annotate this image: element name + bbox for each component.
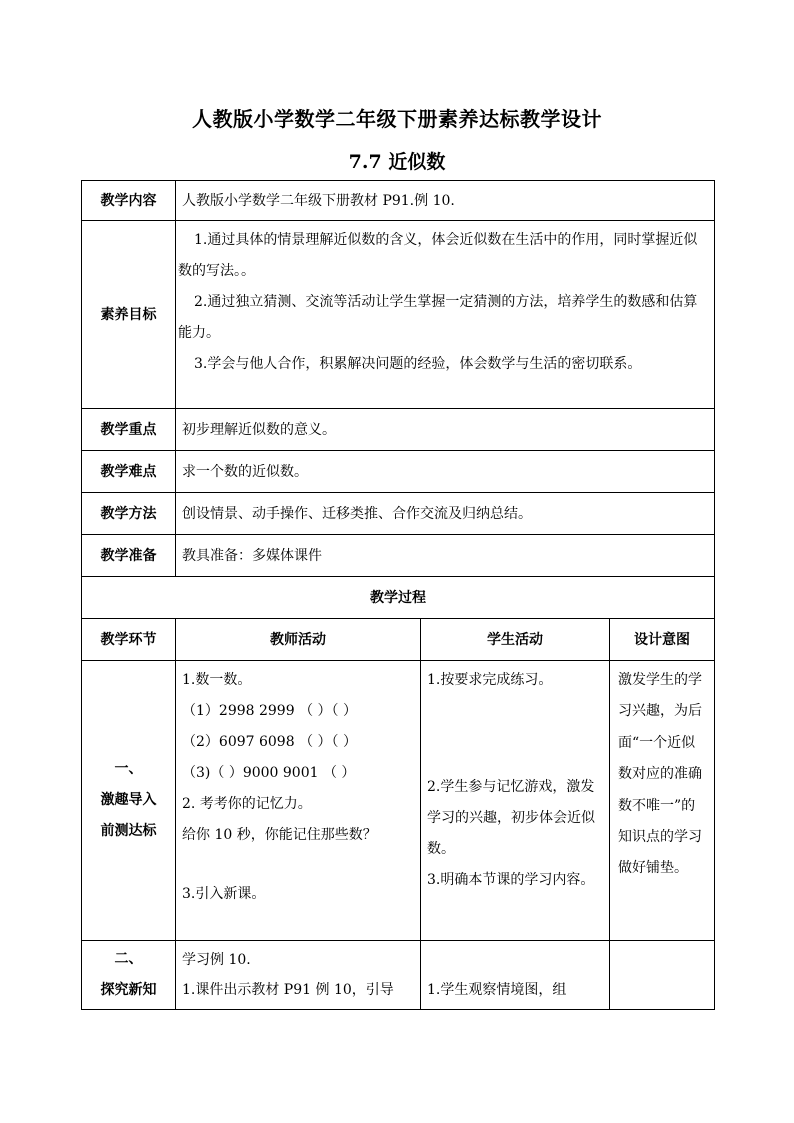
column-stage: 教学环节: [82, 619, 176, 661]
teacher-line: 2. 考考你的记忆力。: [182, 796, 312, 812]
stage-1-student: [421, 661, 610, 941]
goal-item-3: 3.学会与他人合作，积累解决问题的经验，体会数学与生活的密切联系。: [194, 356, 642, 372]
teacher-line: （2）6097 6098 （ ）（ ）: [182, 734, 357, 750]
row-method: [82, 493, 715, 535]
document-title: 人教版小学数学二年级下册素养达标教学设计: [192, 107, 602, 131]
label-goals: 素养目标: [82, 221, 176, 409]
stage-1-teacher: [176, 661, 421, 941]
lesson-subtitle: 7.7 近似数: [348, 151, 446, 173]
stage-1-number: 一、: [114, 761, 143, 777]
student-line: 2.学生参与记忆游戏，激发学习的兴趣，初步体会近似数。: [427, 779, 595, 857]
stage-1-name: [82, 661, 176, 941]
student-line: 1.按要求完成练习。: [427, 672, 553, 688]
label-key-point: 教学重点: [82, 409, 176, 451]
row-key-point: [82, 409, 715, 451]
stage-2-name: [82, 941, 176, 1010]
stage-2-teacher: [176, 941, 421, 1010]
label-difficulty: 教学难点: [82, 451, 176, 493]
label-method: 教学方法: [82, 493, 176, 535]
column-student: 学生活动: [421, 619, 610, 661]
stage-2-design: [610, 941, 715, 1010]
row-difficulty: [82, 451, 715, 493]
column-design: 设计意图: [610, 619, 715, 661]
stage-2-number: 二、: [114, 951, 143, 967]
teacher-line: 1.数一数。: [182, 672, 252, 688]
stage-2-label: 探究新知: [100, 982, 157, 998]
row-stage-1: [82, 661, 715, 941]
label-preparation: 教学准备: [82, 535, 176, 577]
student-line: 1.学生观察情境图，组: [427, 982, 567, 998]
teacher-line: 3.引入新课。: [182, 886, 266, 902]
stage-2-student: [421, 941, 610, 1010]
teacher-line: 1.课件出示教材 P91 例 10，引导: [182, 982, 394, 998]
preparation-text: 教具准备：多媒体课件: [176, 535, 715, 577]
stage-1-line1: 激趣导入: [100, 792, 157, 808]
difficulty-text: 求一个数的近似数。: [176, 451, 715, 493]
row-stage-2: [82, 941, 715, 1010]
row-process-columns: [82, 619, 715, 661]
row-content: [82, 181, 715, 221]
row-goals: [82, 221, 715, 409]
goal-item-1: 1.通过具体的情景理解近似数的含义，体会近似数在生活中的作用，同时掌握近似数的写法。。: [178, 232, 698, 279]
row-process-title: [82, 577, 715, 619]
student-line: 3.明确本节课的学习内容。: [427, 872, 595, 888]
teacher-line: 学习例 10.: [182, 952, 251, 968]
column-teacher: 教师活动: [176, 619, 421, 661]
teacher-line: （3)（ ）9000 9001 （ ）: [182, 765, 356, 781]
stage-1-design: 激发学生的学习兴趣，为后面“一个近似数对应的准确数不唯一”的知识点的学习做好铺垫。: [610, 661, 715, 941]
teacher-line: 给你 10 秒，你能记住那些数？: [182, 827, 377, 843]
goal-item-2: 2.通过独立猜测、交流等活动让学生掌握一定猜测的方法，培养学生的数感和估算能力。: [178, 294, 698, 341]
lesson-plan-table: [81, 180, 715, 1010]
row-preparation: [82, 535, 715, 577]
process-title: 教学过程: [82, 577, 715, 619]
key-point-text: 初步理解近似数的意义。: [176, 409, 715, 451]
content-text: 人教版小学数学二年级下册教材 P91.例 10.: [176, 181, 715, 221]
label-content: 教学内容: [82, 181, 176, 221]
method-text: 创设情景、动手操作、迁移类推、合作交流及归纳总结。: [176, 493, 715, 535]
stage-1-line2: 前测达标: [100, 823, 157, 839]
teacher-line: （1）2998 2999 （ ）（ ）: [182, 703, 357, 719]
